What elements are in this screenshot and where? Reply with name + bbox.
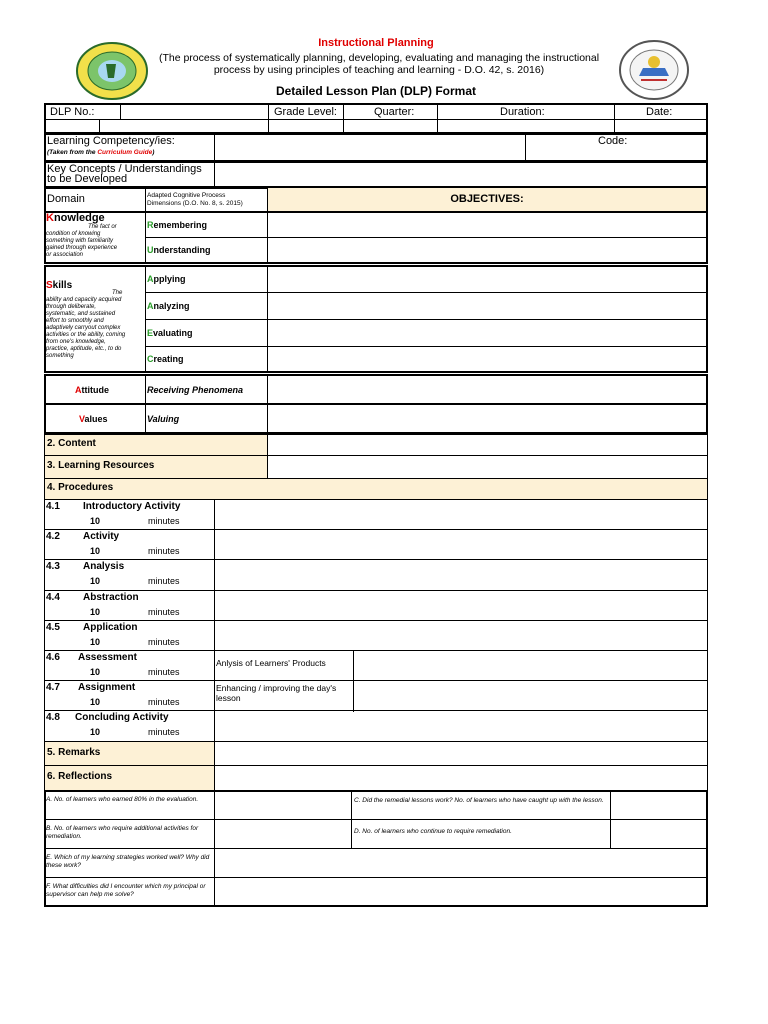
key-concepts-sep [214, 161, 215, 188]
evaluating-label: Evaluating [147, 328, 193, 338]
header-title: Instructional Planning [318, 37, 434, 49]
reflection-row2 [44, 848, 708, 849]
procedure-number: 4.7 [46, 682, 60, 694]
analyzing-label: Analyzing [147, 301, 190, 311]
top-row-sep6 [120, 103, 121, 119]
key-concepts-line2: to be Developed [47, 173, 128, 185]
knowledge-desc-1: The fact or [88, 224, 117, 230]
skills-desc-5: effort to smoothly and [46, 318, 104, 324]
competency-sep [214, 133, 215, 162]
valuing-label: Valuing [147, 414, 180, 424]
content-label: 2. Content [47, 438, 96, 449]
domain-label: Domain [47, 193, 85, 205]
competency-label: Learning Competency/ies: [47, 135, 175, 147]
top-row-divider [44, 119, 708, 120]
procedure-number: 4.2 [46, 531, 60, 543]
procedure-unit: minutes [148, 667, 180, 677]
procedure-number: 4.4 [46, 591, 60, 603]
document-title: Detailed Lesson Plan (DLP) Format [275, 84, 477, 98]
skills-desc-6: adaptively carryout complex [46, 325, 121, 331]
av-mid [44, 403, 708, 405]
skills-desc-3: through deliberate, [46, 304, 97, 310]
procedure-time: 10 [90, 697, 101, 708]
skills-desc-10: something [46, 353, 74, 359]
procedure-name: Concluding Activity [75, 712, 169, 724]
reflection-row1 [44, 819, 708, 820]
skills-row1 [145, 292, 706, 293]
date-label: Date: [646, 106, 673, 118]
knowledge-desc-3: something with familiarity [46, 238, 114, 244]
procedure-name: Assessment [78, 652, 137, 663]
procedure-number: 4.1 [46, 501, 60, 512]
procedure-unit: minutes [148, 546, 180, 557]
reflection-f: F. What difficulties did I encounter which my principal or supervisor can help me solve? [46, 883, 206, 898]
skills-title [46, 280, 72, 291]
skills-row2 [145, 319, 706, 320]
knowledge-desc-5: or association [46, 252, 84, 258]
reflection-c: C. Did the remedial lessons work? No. of learners who have caught up with the lesson. [354, 797, 604, 804]
key-concepts-line1: Key Concepts / Understandings [47, 163, 202, 175]
values-label: Values [79, 414, 108, 424]
knowledge-initial: K [46, 212, 54, 224]
curriculum-note-red: Curriculum Guide [97, 149, 153, 156]
procedure-time: 10 [90, 667, 101, 677]
procedure-name: Assignment [78, 682, 136, 694]
procedure-name: Analysis [83, 561, 125, 573]
procedure-unit: minutes [148, 576, 180, 587]
resources-sep [267, 455, 268, 479]
procedure-time: 10 [90, 546, 101, 557]
procedure-name: Introductory Activity [83, 501, 181, 512]
reflection-row3 [44, 877, 708, 878]
curriculum-note-prefix: (Taken from the [47, 149, 98, 156]
procedure-number: 4.8 [46, 712, 60, 724]
procedures-label: 4. Procedures [47, 482, 114, 493]
remarks-label: 5. Remarks [47, 747, 101, 758]
adapted-line2: Dimensions (D.O. No. 8, s. 2015) [147, 200, 243, 207]
code-sep [525, 133, 526, 162]
adapted-line1: Adapted Cognitive Process [147, 192, 226, 199]
knowledge-title [46, 212, 105, 224]
procedure-unit: minutes [148, 727, 180, 738]
attitude-label: Attitude [75, 385, 109, 395]
domain-sep1 [145, 187, 146, 213]
reflections-sep [214, 765, 215, 791]
skills-desc-2: ability and capacity acquired [46, 297, 122, 303]
reflection-a: A. No. of learners who earned 80% in the evaluation. [46, 796, 199, 803]
procedure-unit: minutes [148, 516, 180, 526]
procedures-row [44, 478, 708, 500]
header-subtitle-line2: process by using principles of teaching and learning - D.O. 42, s. 2016) [213, 64, 545, 76]
procedure-number: 4.6 [46, 652, 60, 663]
skills-rest: kills [52, 280, 73, 291]
skills-row3 [145, 346, 706, 347]
top-row-sep5 [614, 103, 615, 134]
procedure-note: Anlysis of Learners' Products [216, 658, 326, 668]
top-row-sep1 [99, 119, 100, 134]
procedure-number: 4.3 [46, 561, 60, 573]
dlp-no-label: DLP No.: [50, 106, 95, 118]
reflections-label: 6. Reflections [47, 771, 113, 782]
remarks-sep [214, 741, 215, 766]
code-label: Code: [598, 135, 628, 147]
procedure-name: Abstraction [83, 591, 139, 603]
procedure-time: 10 [90, 606, 101, 617]
reflection-b: B. No. of learners who require additional activities for remediation. [46, 825, 199, 840]
procedure-row-divider [44, 680, 708, 681]
procedure-row-divider [44, 529, 708, 530]
procedure-name: Activity [83, 531, 120, 543]
remembering-label: Remembering [147, 220, 208, 230]
header-subtitle-line1: (The process of systematically planning, developing, evaluating and managing the instructional [158, 52, 600, 64]
procedures-note-sep [353, 651, 354, 712]
knowledge-desc-4: gained through experience [46, 245, 118, 251]
objectives-label: OBJECTIVES: [450, 193, 524, 205]
skills-desc-1: The [112, 290, 123, 296]
procedure-name: Application [83, 621, 138, 633]
curriculum-note-suffix: ) [152, 149, 155, 156]
procedure-time: 10 [90, 516, 101, 526]
knowledge-mid [145, 237, 706, 238]
procedure-time: 10 [90, 576, 101, 587]
grade-level-label: Grade Level: [274, 106, 337, 118]
receiving-phenomena-label: Receiving Phenomena [147, 385, 244, 395]
top-row-sep2 [268, 103, 269, 134]
skills-initial: S [46, 280, 53, 291]
duration-label: Duration: [500, 106, 545, 118]
knowledge-desc-2: condition of knowing [46, 231, 101, 237]
curriculum-note [47, 149, 154, 156]
understanding-label: Understanding [147, 245, 211, 255]
procedure-unit: minutes [148, 606, 180, 617]
procedure-number: 4.5 [46, 621, 60, 633]
resources-label: 3. Learning Resources [47, 460, 155, 471]
procedure-row-divider [44, 590, 708, 591]
creating-label: Creating [147, 354, 184, 364]
skills-desc-9: practice, aptitude, etc., to do [46, 346, 122, 352]
content-sep [267, 434, 268, 456]
procedure-row-divider [44, 620, 708, 621]
procedure-time: 10 [90, 636, 101, 647]
top-row-sep4 [437, 103, 438, 134]
top-row-sep3 [343, 103, 344, 134]
skills-desc-8: from one's knowledge, [46, 339, 106, 345]
quarter-label: Quarter: [374, 106, 415, 118]
procedure-row-divider [44, 710, 708, 711]
procedure-note: Enhancing / improving the day's lesson [216, 683, 337, 704]
reflection-e: E. Which of my learning strategies worked well? Why did these work? [46, 854, 210, 869]
skills-desc-7: activities or the ability, coming [46, 332, 126, 338]
reflection-d: D. No. of learners who continue to require remediation. [354, 828, 512, 835]
procedure-row-divider [44, 650, 708, 651]
skills-desc-4: systematic, and sustained [46, 311, 116, 317]
procedure-unit: minutes [148, 697, 180, 708]
knowledge-rest: nowledge [53, 212, 105, 224]
procedure-row-divider [44, 559, 708, 560]
applying-label: Applying [147, 274, 186, 284]
procedure-time: 10 [90, 727, 101, 738]
procedure-unit: minutes [148, 636, 180, 647]
